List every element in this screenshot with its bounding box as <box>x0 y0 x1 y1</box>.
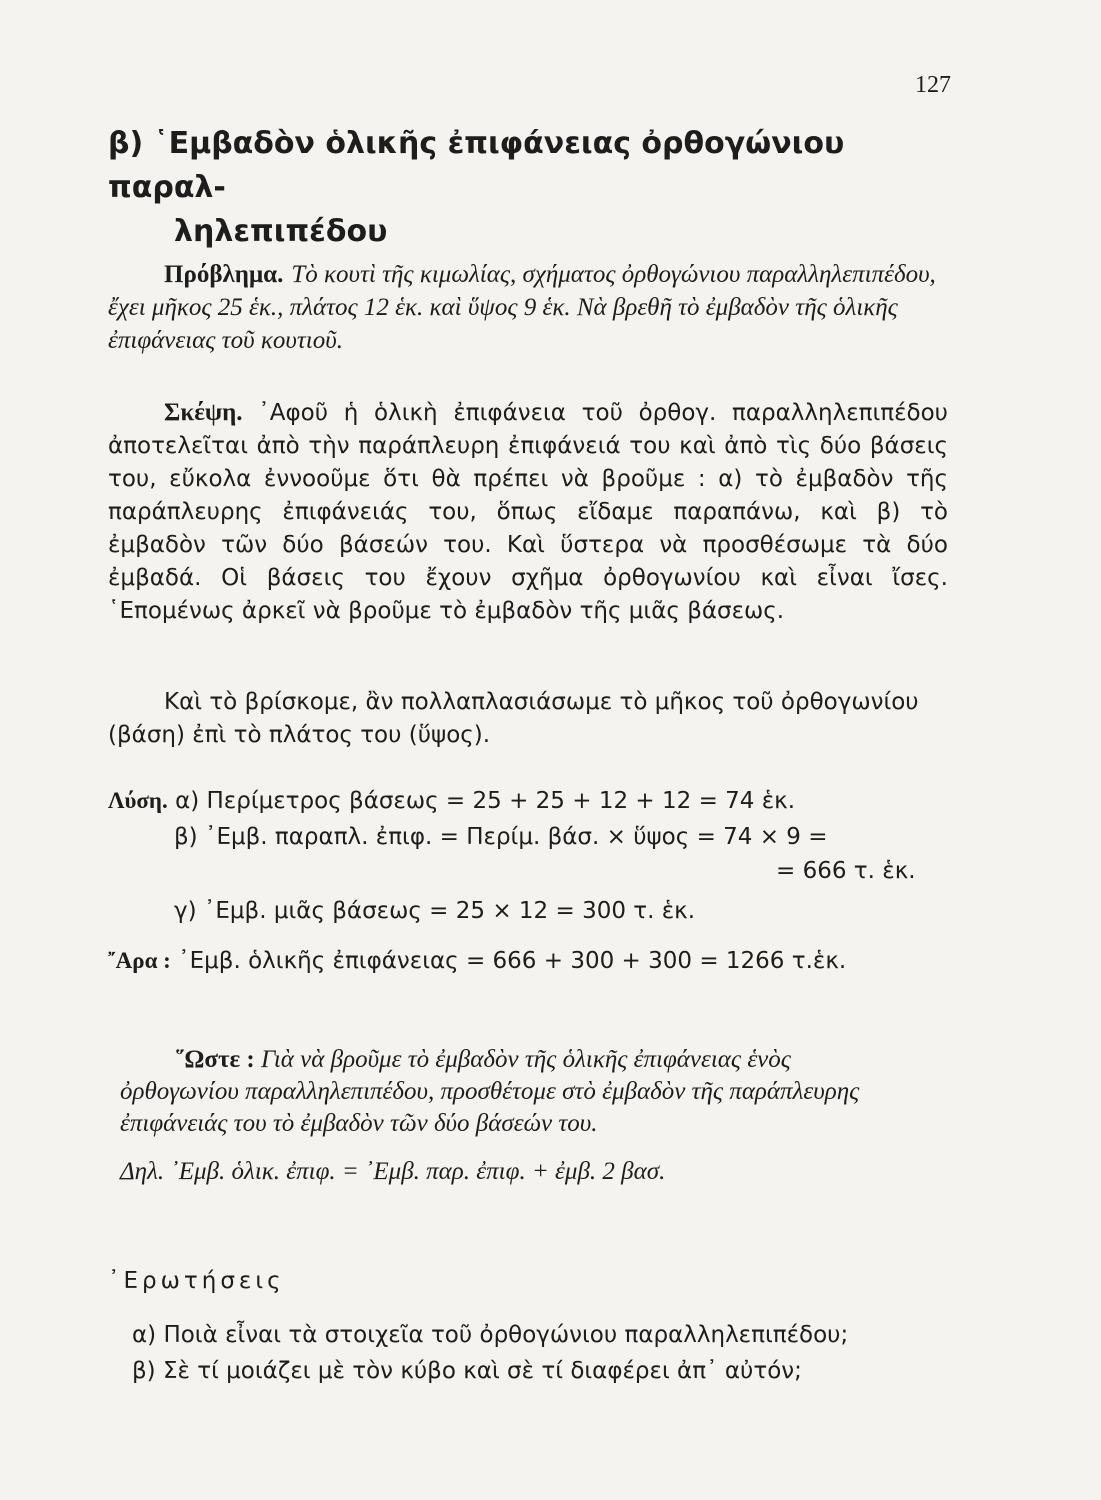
ara-label: ῎Αρα : <box>108 948 171 973</box>
solution-line-a <box>108 788 795 814</box>
solution-label: Λύση. <box>108 788 168 813</box>
question-item-2: β) Σὲ τί μοιάζει μὲ τὸν κύβο καὶ σὲ τί διαφέρει ἀπ᾿ αὐτόν; <box>132 1358 802 1384</box>
thought-text: ᾿Αφοῦ ἡ ὁλικὴ ἐπιφάνεια τοῦ ὀρθογ. παραλληλεπιπέδου ἀποτελεῖται ἀπὸ τὴν παράπλευρη ἐπιφάνειά του καὶ ἀπὸ τὶς δύο βάσεις του, εὔκολα ἐννοοῦμε ὅτι θὰ πρέπει νὰ βροῦμε : α) τὸ ἐμβαδὸν τῆς παράπλευρης ἐπιφάνειάς του, ὅπως εἴδαμε παραπάνω, καὶ β) τὸ ἐμβαδὸν τῶν δύο βάσεών του. Καὶ ὕστερα νὰ προσθέσωμε τὰ δύο ἐμβαδά. Οἱ βάσεις του ἔχουν σχῆμα ὀρθογωνίου καὶ εἶναι ἴσες. ῾Επομένως ἀρκεῖ νὰ βροῦμε τὸ ἐμβαδὸν τῆς μιᾶς βάσεως. <box>108 400 948 624</box>
conclusion-text: Γιὰ νὰ βροῦμε τὸ ἐμβαδὸν τῆς ὁλικῆς ἐπιφάνειας ἑνὸς ὀρθογωνίου παραλληλεπιπέδου, προσθέτομε στὸ ἐμβαδὸν τῆς παράπλευρης ἐπιφάνειάς του τὸ ἐμβαδὸν τῶν δύο βάσεών του. <box>120 1046 860 1137</box>
solution-line-b2: = 666 τ. ἑκ. <box>776 858 916 884</box>
problem-label: Πρόβλημα. <box>164 261 284 288</box>
thought-paragraph-2 <box>108 686 948 752</box>
conclusion-label: ῞Ωστε : <box>176 1046 255 1073</box>
page-number: 127 <box>915 72 951 98</box>
problem-text: Τὸ κουτὶ τῆς κιμωλίας, σχήματος ὀρθογώνιου παραλληλεπιπέδου, ἔχει μῆκος 25 ἑκ., πλάτος 12 ἑκ. καὶ ὕψος 9 ἑκ. Νὰ βρεθῆ τὸ ἐμβαδὸν τῆς ὁλικῆς ἐπιφάνειας τοῦ κουτιοῦ. <box>108 261 936 354</box>
solution-line-c: γ) ᾿Εμβ. μιᾶς βάσεως = 25 × 12 = 300 τ. ἑκ. <box>174 898 696 924</box>
section-title-line1: β) ῾Εμβαδὸν ὁλικῆς ἐπιφάνειας ὀρθογώνιου παραλ- <box>108 126 845 205</box>
thought-label: Σκέψη. <box>164 399 243 426</box>
questions-heading: ᾿Ερωτήσεις <box>108 1268 285 1294</box>
result-text: ᾿Εμβ. ὁλικῆς ἐπιφάνειας = 666 + 300 + 300 = 1266 τ.ἑκ. <box>178 948 847 974</box>
conclusion-formula: Δηλ. ᾿Εμβ. ὁλικ. ἐπιφ. = ᾿Εμβ. παρ. ἐπιφ. + ἐμβ. 2 βασ. <box>120 1158 666 1185</box>
solution-line-a-text: α) Περίμετρος βάσεως = 25 + 25 + 12 + 12 = 74 ἑκ. <box>175 788 796 814</box>
question-item-1: α) Ποιὰ εἶναι τὰ στοιχεῖα τοῦ ὀρθογώνιου παραλληλεπιπέδου; <box>132 1322 849 1348</box>
solution-line-b: β) ᾿Εμβ. παραπλ. ἐπιφ. = Περίμ. βάσ. × ὕψος = 74 × 9 = <box>174 824 828 850</box>
thought-text-2: Καὶ τὸ βρίσκομε, ἂν πολλαπλασιάσωμε τὸ μῆκος τοῦ ὀρθογωνίου (βάση) ἐπὶ τὸ πλάτος του (ὕψος). <box>108 689 919 748</box>
section-title <box>108 122 968 254</box>
thought-paragraph <box>108 396 948 628</box>
conclusion-paragraph <box>120 1044 910 1140</box>
section-title-line2: ληλεπιπέδου <box>174 214 388 249</box>
problem-paragraph <box>108 258 948 357</box>
result-line <box>108 948 846 974</box>
